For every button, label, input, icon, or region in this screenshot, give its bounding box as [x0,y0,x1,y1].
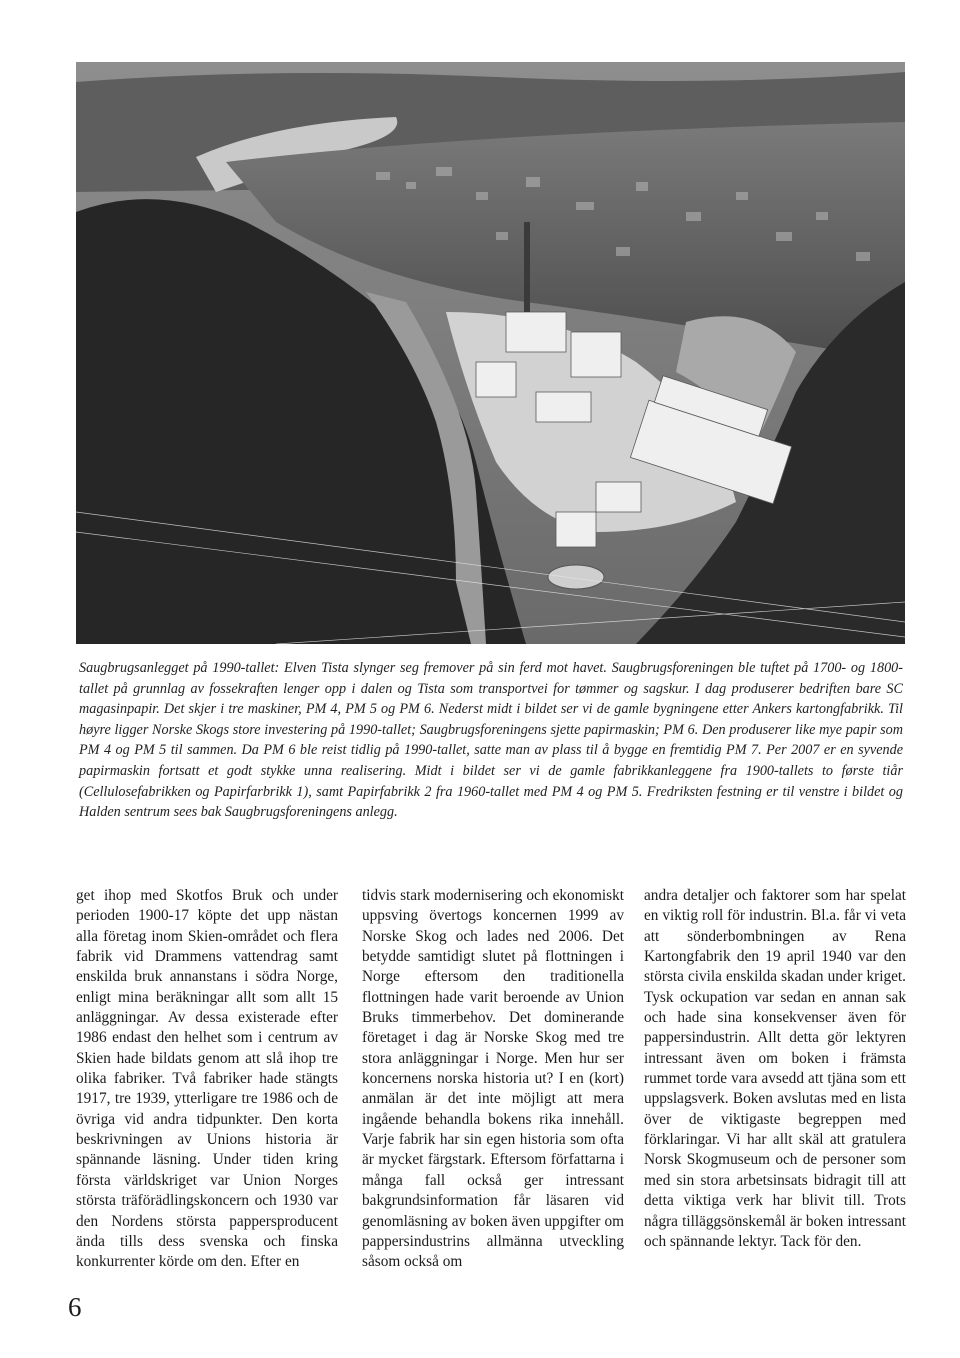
aerial-photo [76,62,905,644]
page-number: 6 [68,1292,82,1322]
aerial-photo-drawing [76,62,905,644]
photo-caption: Saugbrugsanlegget på 1990-tallet: Elven Tista slynger seg fremover på sin ferd mot havet. Saugbrugsforeningen ble tuftet på 1700- og 1800-tallet på grunnlag av fossekraften lenger opp i dalen og Tista som transportvei for tømmer og sagskur. I dag produserer bedriften bare SC magasinpapir. Det skjer i tre maskiner, PM 4, PM 5 og PM 6. Nederst midt i bildet ser vi de gamle bygningene etter Ankers kartongfabrikk. Til høyre ligger Norske Skogs store investering på 1990-tallet; Saugbrugsforeningens sjette papirmaskin; PM 6. Den produserer like mye papir som PM 4 og PM 5 til sammen. Da PM 6 ble reist tidlig på 1990-tallet, satte man av plass til å bygge en fremtidig PM 7. Per 2007 er en syvende papirmaskin fortsatt et godt stykke unna realisering. Midt i bildet ser vi de gamle fabrikkanleggene fra 1900-tallets to første tiår (Cellulosefabrikken og Papirfarbrikk 1), samt Papirfabrikk 2 fra 1960-tallet med PM 4 og PM 5. Fredriksten festning er til venstre i bildet og Halden sentrum sees bak Saugbrugsforeningens anlegg. [79,660,903,821]
body-column-1: get ihop med Skotfos Bruk och under perioden 1900-17 köpte det upp nästan alla företag inom Skien-området och flera fabrik vid Drammens vattendrag samt enskilda bruk annanstans i södra Norge, enligt mina beräkningar allt som allt 15 anläggningar. Av dessa existerade efter 1986 endast den helhet som i centrum av Skien hade bildats genom att slå ihop tre olika fabriker. Två fabriker hade stängts 1917, tre 1939, ytterligare tre 1986 och de övriga vid andra tidpunkter. Den korta beskrivningen av Unions historia är spännande läsning. Under tiden kring första världskriget var Union Norges största träförädlingskoncern och 1930 var den Nordens största pappersproducent ända tills dess svenska och finska konkurrenter körde om den. Efter en [76,887,338,1271]
body-column-2: tidvis stark modernisering och ekonomiskt uppsving övertogs koncernen 1999 av Norske Skog och lades ned 2006. Det betydde samtidigt slutet på flottningen i Norge eftersom den traditionella flottningen hade varit beroende av Union Bruks timmerbehov. Det dominerande företaget i dag är Norske Skog med tre stora anläggningar i Norge. Men hur ser koncernens norska historia ut? I en (kort) anmälan är det inte möjligt att mera ingående behandla bokens rika innehåll. Varje fabrik har sin egen historia som ofta är mycket färgstark. Eftersom författarna i många fall också ger intressant bakgrundsinformation får läsaren vid genomläsning av boken även uppgifter om pappersindustrins allmänna utveckling såsom också om [362,887,624,1271]
body-column-3: andra detaljer och faktorer som har spelat en viktig roll för industrin. Bl.a. får vi veta att sönderbombningen av Rena Kartongfabrik den 19 april 1940 var den största civila enskilda skadan under kriget. Tysk ockupation var sedan en annan sak och hade sina konsekvenser även för pappersindustrin. Allt detta gör lektyren intressant även om boken i främsta rummet torde vara avsedd att tjäna som ett uppslagsverk. Boken avslutas med en lista över de viktigaste begreppen med förklaringar. Vi har allt skäl att gratulera Norsk Skogmuseum och de personer som med sin stora arbetsinsats bidragit till att detta viktiga verk har blivit till. Trots några tilläggsönskemål är boken intressant och spännande lektyr. Tack för den. [644,887,906,1250]
